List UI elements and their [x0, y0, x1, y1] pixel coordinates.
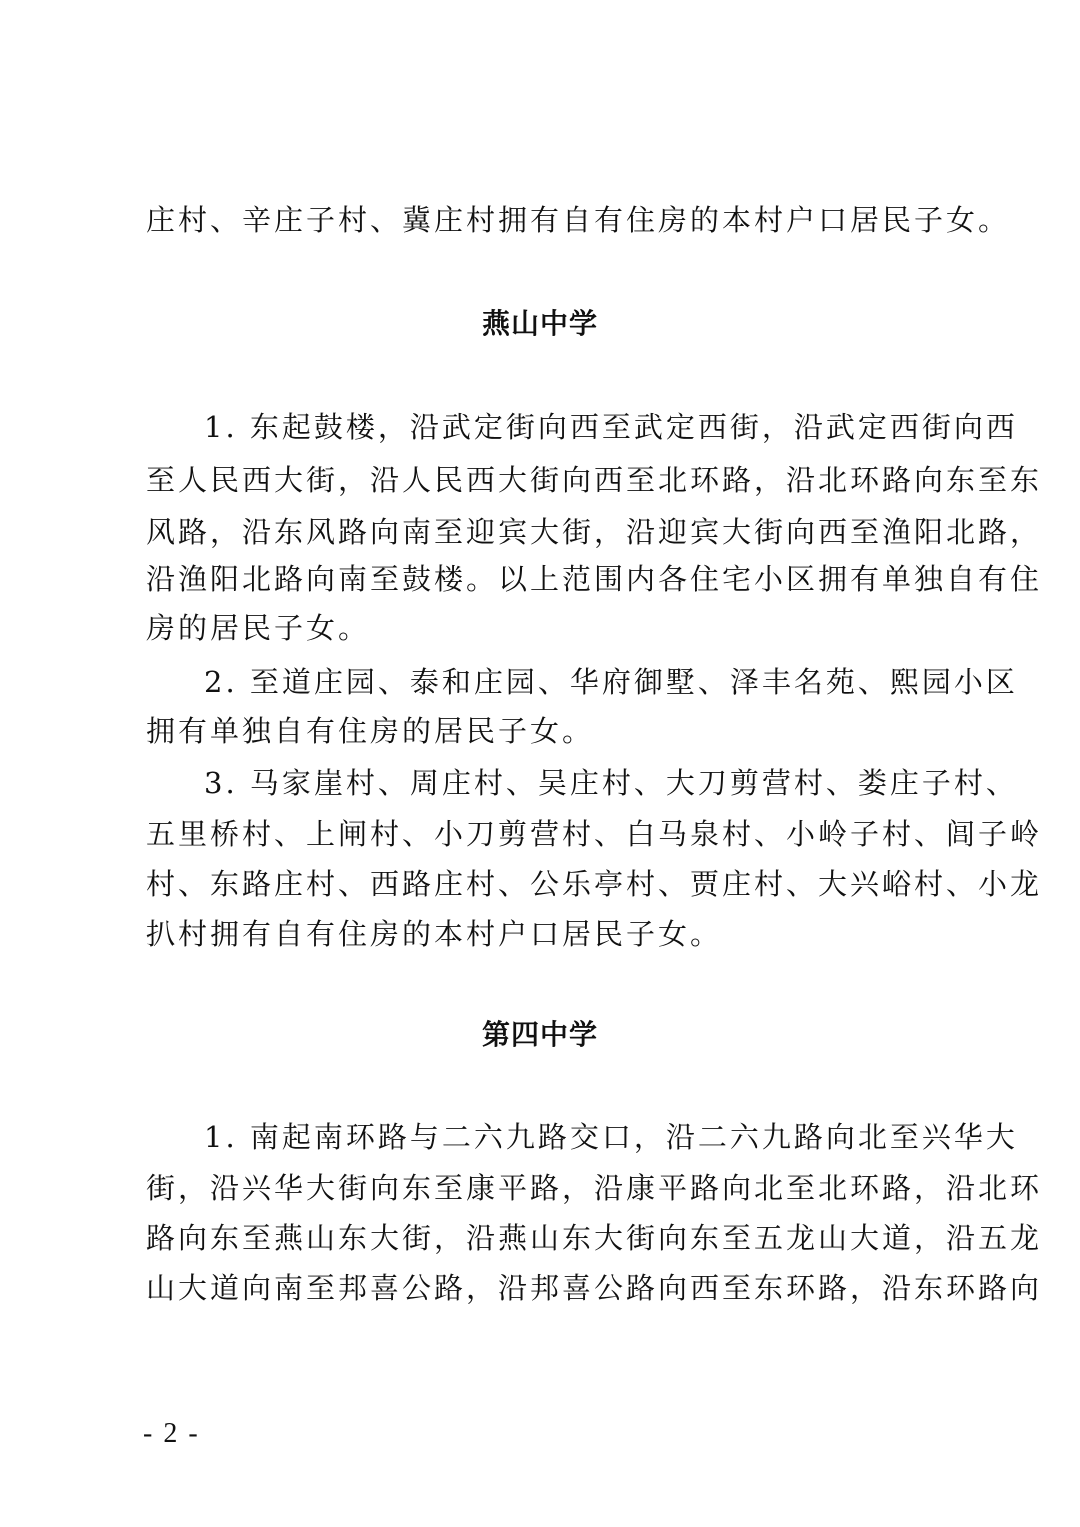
paragraph-line: 扒村拥有自有住房的本村户口居民子女。	[146, 917, 723, 951]
paragraph-line: 村、东路庄村、西路庄村、公乐亭村、贾庄村、大兴峪村、小龙	[146, 867, 1043, 901]
paragraph-line: 五里桥村、上闸村、小刀剪营村、白马泉村、小岭子村、闾子岭	[146, 817, 1043, 851]
section-title-yanshan-middle-school: 燕山中学	[481, 307, 598, 340]
page-number: - 2 -	[143, 1418, 200, 1449]
paragraph-line: 房的居民子女。	[146, 611, 371, 645]
paragraph-line: 路向东至燕山东大街，沿燕山东大街向东至五龙山大道，沿五龙	[146, 1221, 1043, 1255]
paragraph-line: 1. 东起鼓楼，沿武定街向西至武定西街，沿武定西街向西	[204, 410, 1018, 444]
paragraph-line: 1. 南起南环路与二六九路交口，沿二六九路向北至兴华大	[204, 1120, 1018, 1154]
paragraph-line: 2. 至道庄园、泰和庄园、华府御墅、泽丰名苑、熙园小区	[204, 665, 1018, 699]
section-title-fourth-middle-school: 第四中学	[481, 1018, 598, 1051]
paragraph-line: 街，沿兴华大街向东至康平路，沿康平路向北至北环路，沿北环	[146, 1171, 1043, 1205]
paragraph-line: 风路，沿东风路向南至迎宾大街，沿迎宾大街向西至渔阳北路，	[146, 515, 1043, 549]
paragraph-line: 至人民西大街，沿人民西大街向西至北环路，沿北环路向东至东	[146, 463, 1043, 497]
paragraph-line: 拥有单独自有住房的居民子女。	[146, 714, 595, 748]
paragraph-line: 沿渔阳北路向南至鼓楼。以上范围内各住宅小区拥有单独自有住	[146, 562, 1043, 596]
paragraph-line: 山大道向南至邦喜公路，沿邦喜公路向西至东环路，沿东环路向	[146, 1271, 1043, 1305]
intro-line: 庄村、辛庄子村、冀庄村拥有自有住房的本村户口居民子女。	[146, 203, 1011, 237]
paragraph-line: 3. 马家崖村、周庄村、吴庄村、大刀剪营村、娄庄子村、	[204, 766, 1018, 800]
